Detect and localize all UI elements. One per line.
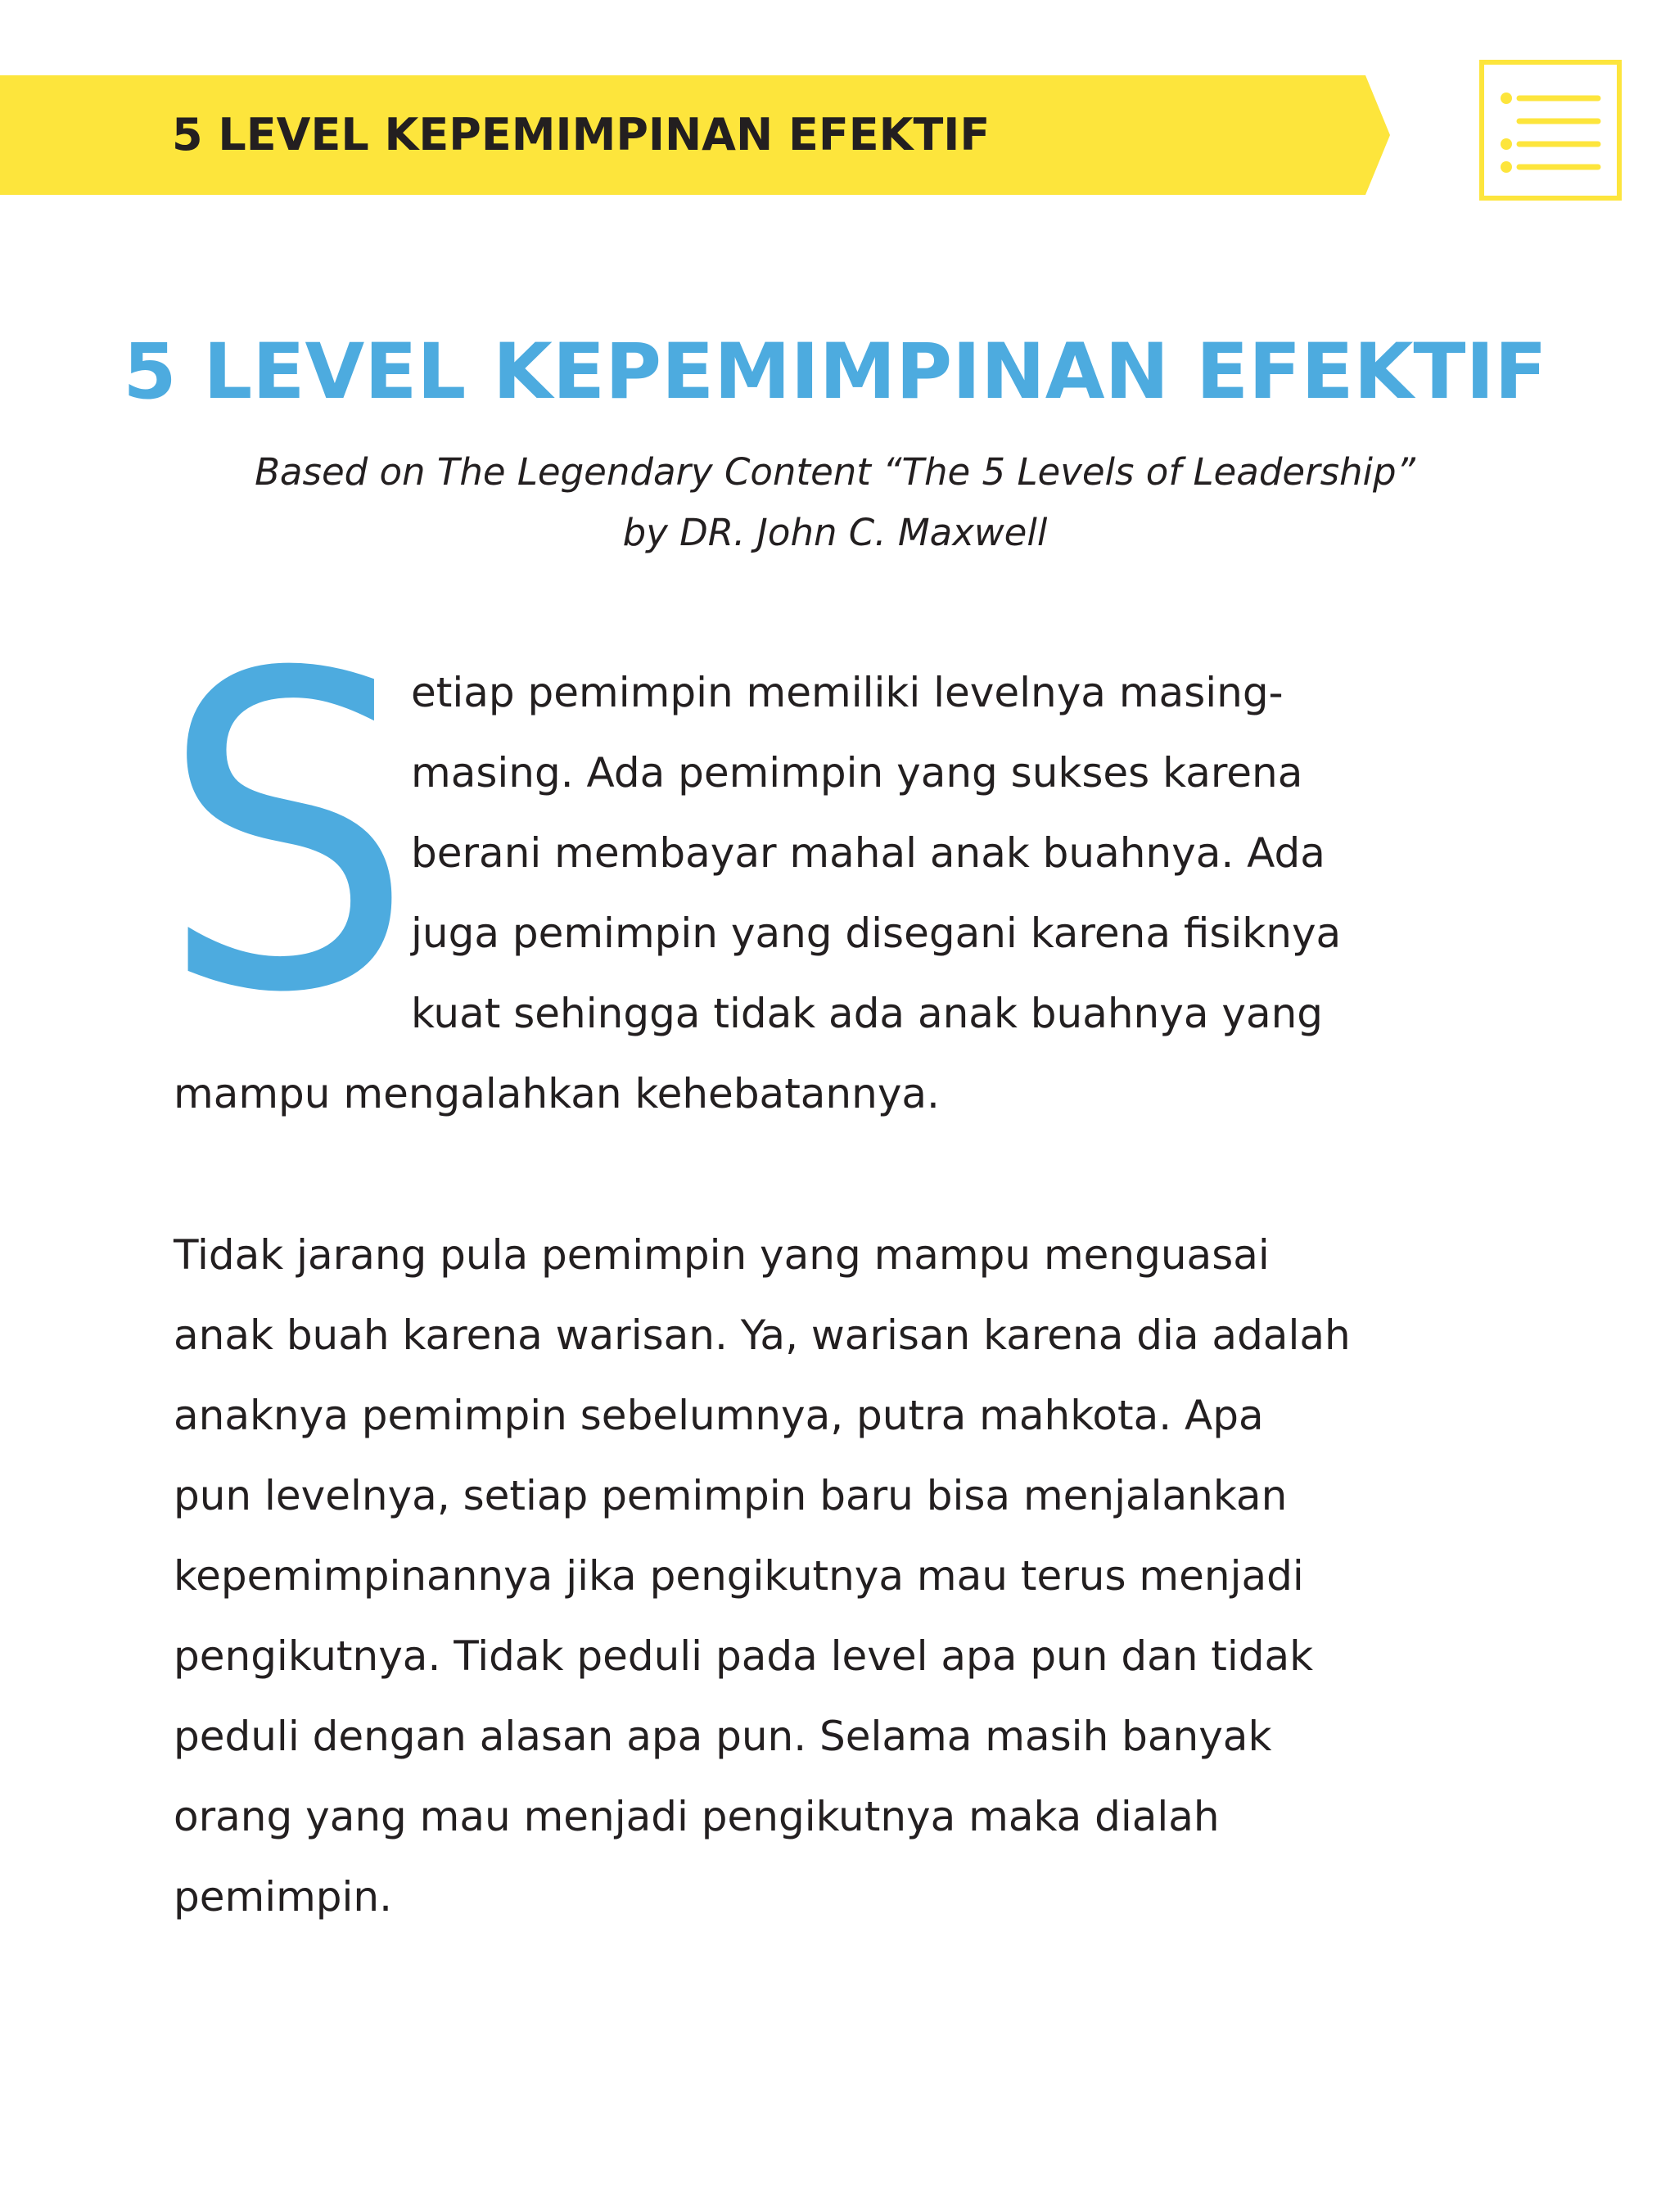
paragraph-line: anaknya pemimpin sebelumnya, putra mahkota. Apa <box>174 1392 1264 1439</box>
banner-title: 5 LEVEL KEPEMIMPINAN EFEKTIF <box>172 109 991 160</box>
paragraph-line: juga pemimpin yang disegani karena fisiknya <box>411 910 1342 957</box>
paragraph-line: pun levelnya, setiap pemimpin baru bisa menjalankan <box>174 1472 1288 1519</box>
paragraph-line: pemimpin. <box>174 1873 393 1921</box>
header-banner <box>0 75 1390 195</box>
paragraph-line: berani membayar mahal anak buahnya. Ada <box>411 829 1325 877</box>
article-title: 5 LEVEL KEPEMIMPINAN EFEKTIF <box>123 327 1547 417</box>
paragraph-line: masing. Ada pemimpin yang sukses karena <box>411 749 1303 797</box>
paragraph-line: orang yang mau menjadi pengikutnya maka dialah <box>174 1793 1220 1840</box>
paragraph-line: Tidak jarang pula pemimpin yang mampu menguasai <box>174 1231 1270 1279</box>
list-icon[interactable] <box>1478 59 1623 201</box>
paragraph-1 <box>174 652 1341 1134</box>
paragraph-line: etiap pemimpin memiliki levelnya masing- <box>411 669 1284 716</box>
paragraph-line: anak buah karena warisan. Ya, warisan karena dia adalah <box>174 1311 1351 1359</box>
subtitle-line-1: Based on The Legendary Content “The 5 Levels of Leadership” <box>255 450 1415 494</box>
drop-cap-letter: S <box>160 582 414 1087</box>
paragraph-line: mampu mengalahkan kehebatannya. <box>174 1070 940 1117</box>
paragraph-line: kepemimpinannya jika pengikutnya mau terus menjadi <box>174 1552 1304 1600</box>
paragraph-2 <box>174 1215 1351 1937</box>
article-subtitle <box>0 442 1670 563</box>
paragraph-line: kuat sehingga tidak ada anak buahnya yang <box>411 990 1324 1037</box>
paragraph-line: peduli dengan alasan apa pun. Selama masih banyak <box>174 1713 1272 1760</box>
paragraph-line: pengikutnya. Tidak peduli pada level apa pun dan tidak <box>174 1632 1314 1680</box>
subtitle-line-2: by DR. John C. Maxwell <box>622 511 1048 554</box>
